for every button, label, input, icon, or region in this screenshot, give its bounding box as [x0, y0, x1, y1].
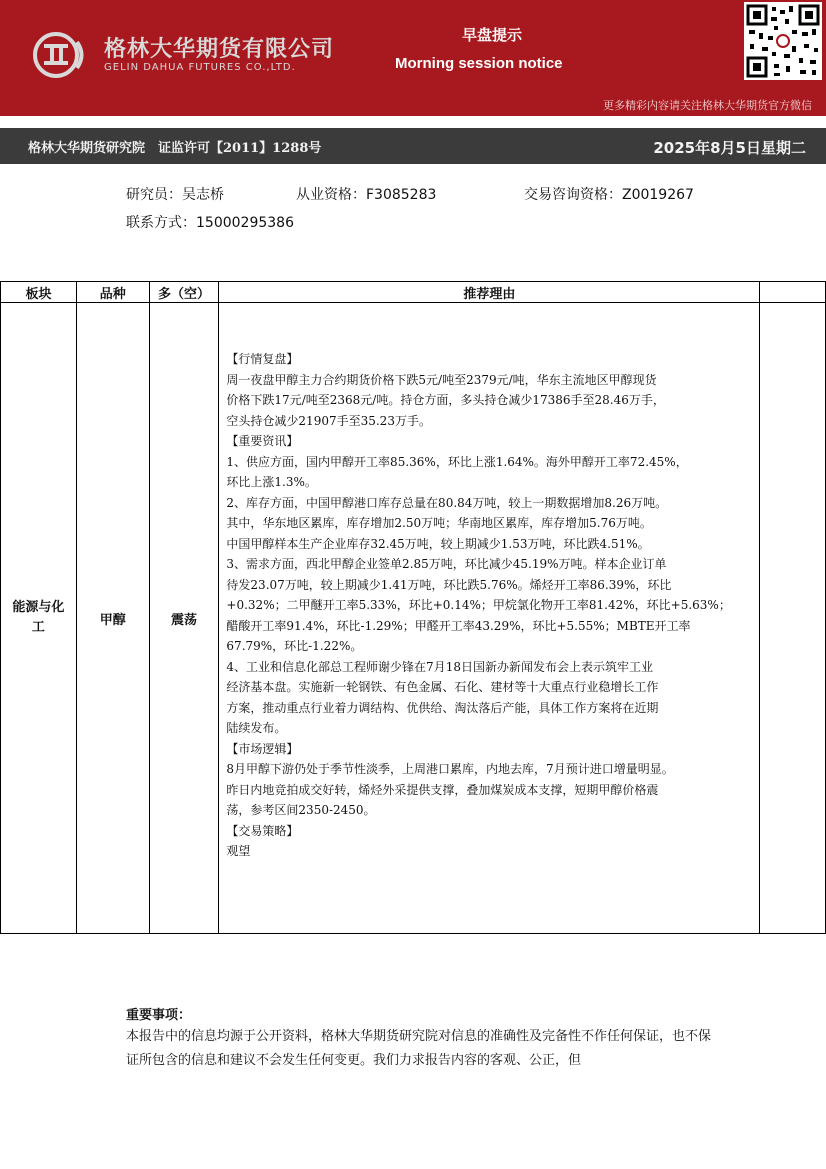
important-notes-title: 重要事项： — [126, 1008, 192, 1023]
header-sector: 板块 — [1, 282, 77, 303]
reason-line: 3、需求方面，西北甲醇企业签单2.85万吨，环比减少45.19%万吨。样本企业订单 — [226, 557, 667, 571]
header-reason: 推荐理由 — [219, 282, 760, 303]
reason-line: 方案，推动重点行业着力调结构、优供给、淘汰落后产能，具体工作方案将在近期 — [226, 700, 659, 715]
reason-line: 环比上涨1.3%。 — [226, 475, 317, 489]
reason-line: 【市场逻辑】 — [226, 741, 299, 756]
company-name-en: GELIN DAHUA FUTURES CO.,LTD. — [104, 62, 296, 73]
reason-line: 67.79%，环比-1.22%。 — [226, 639, 363, 653]
researcher-name: 研究员：吴志桥 — [126, 187, 224, 203]
reason-line: 其中，华东地区累库，库存增加2.50万吨；华南地区累库，库存增加5.76万吨。 — [226, 516, 652, 530]
reason-line: 陆续发布。 — [226, 721, 287, 735]
reason-text — [219, 303, 759, 933]
variety-cell: 甲醇 — [76, 303, 149, 934]
header-direction: 多（空） — [149, 282, 219, 303]
reason-line: 观望 — [226, 844, 251, 858]
reason-line: 昨日内地竞拍成交好转，烯烃外采提供支撑，叠加煤炭成本支撑，短期甲醇价格震 — [226, 782, 659, 797]
sector-cell — [1, 303, 77, 934]
header-variety: 品种 — [76, 282, 149, 303]
reason-line: 经济基本盘。实施新一轮钢铁、有色金属、石化、建材等十大重点行业稳增长工作 — [226, 680, 659, 694]
disclaimer-text: 本报告中的信息均源于公开资料，格林大华期货研究院对信息的准确性及完备性不作任何保证，也不保证所包含的信息和建议不会发生任何变更。我们力求报告内容的客观、公正，但 — [126, 1029, 712, 1068]
table-row — [1, 303, 826, 934]
reason-line: 待发23.07万吨，较上期减少1.41万吨，环比跌5.76%。烯烃开工率86.39%，环比 — [226, 577, 672, 592]
direction-cell: 震荡 — [149, 303, 219, 934]
recommendation-table — [0, 281, 826, 934]
reason-line: 【重要资讯】 — [226, 434, 299, 448]
header-banner — [0, 0, 826, 116]
reason-line: 【行情复盘】 — [226, 352, 299, 366]
table-header-row — [1, 282, 826, 303]
reason-line: 周一夜盘甲醇主力合约期货价格下跌5元/吨至2379元/吨，华东主流地区甲醇现货 — [226, 372, 657, 387]
company-logo-icon — [30, 30, 90, 80]
reason-line: 荡，参考区间2350-2450。 — [226, 803, 376, 817]
reason-line: 价格下跌17元/吨至2368元/吨。持仓方面，多头持仓减少17386手至28.46万手， — [226, 393, 665, 407]
report-date: 2025年8月5日星期二 — [653, 139, 806, 157]
researcher-qualification: 从业资格：F3085283 — [296, 187, 437, 203]
reason-line: 空头持仓减少21907手至35.23万手。 — [226, 413, 431, 428]
follow-wechat-text: 更多精彩内容请关注格林大华期货官方微信 — [603, 99, 812, 112]
institute-bar — [0, 128, 826, 164]
header-empty — [760, 282, 826, 303]
sector-label: 能源与化工 — [12, 600, 65, 635]
reason-line: 醋酸开工率91.4%，环比-1.29%；甲醛开工率43.29%，环比+5.55%；MBTE开工率 — [226, 618, 691, 633]
reason-line: 2、库存方面，中国甲醇港口库存总量在80.84万吨，较上一期数据增加8.26万吨。 — [226, 495, 668, 510]
reason-line: 8月甲醇下游仍处于季节性淡季，上周港口累库，内地去库，7月预计进口增量明显。 — [226, 762, 674, 776]
institute-license: 格林大华期货研究院 证监许可【2011】1288号 — [28, 141, 322, 156]
notice-title-cn: 早盘提示 — [462, 26, 523, 44]
reason-line: 1、供应方面，国内甲醇开工率85.36%，环比上涨1.64%。海外甲醇开工率72.45%， — [226, 454, 688, 469]
notice-title-en: Morning session notice — [395, 55, 563, 72]
researcher-contact: 联系方式：15000295386 — [126, 215, 294, 231]
reason-line: 中国甲醇样本生产企业库存32.45万吨，较上期减少1.53万吨，环比跌4.51%。 — [226, 536, 650, 551]
reason-line: 【交易策略】 — [226, 823, 299, 838]
empty-cell — [760, 303, 826, 934]
reason-cell — [219, 303, 760, 934]
researcher-advisory: 交易咨询资格：Z0019267 — [524, 187, 694, 203]
company-name-cn: 格林大华期货有限公司 — [104, 37, 335, 62]
qr-code-icon — [744, 2, 822, 80]
reason-line: +0.32%；二甲醚开工率5.33%，环比+0.14%；甲烷氯化物开工率81.42%，环比+5.63%； — [226, 598, 731, 612]
reason-line: 4、工业和信息化部总工程师谢少锋在7月18日国新办新闻发布会上表示筑牢工业 — [226, 659, 653, 674]
